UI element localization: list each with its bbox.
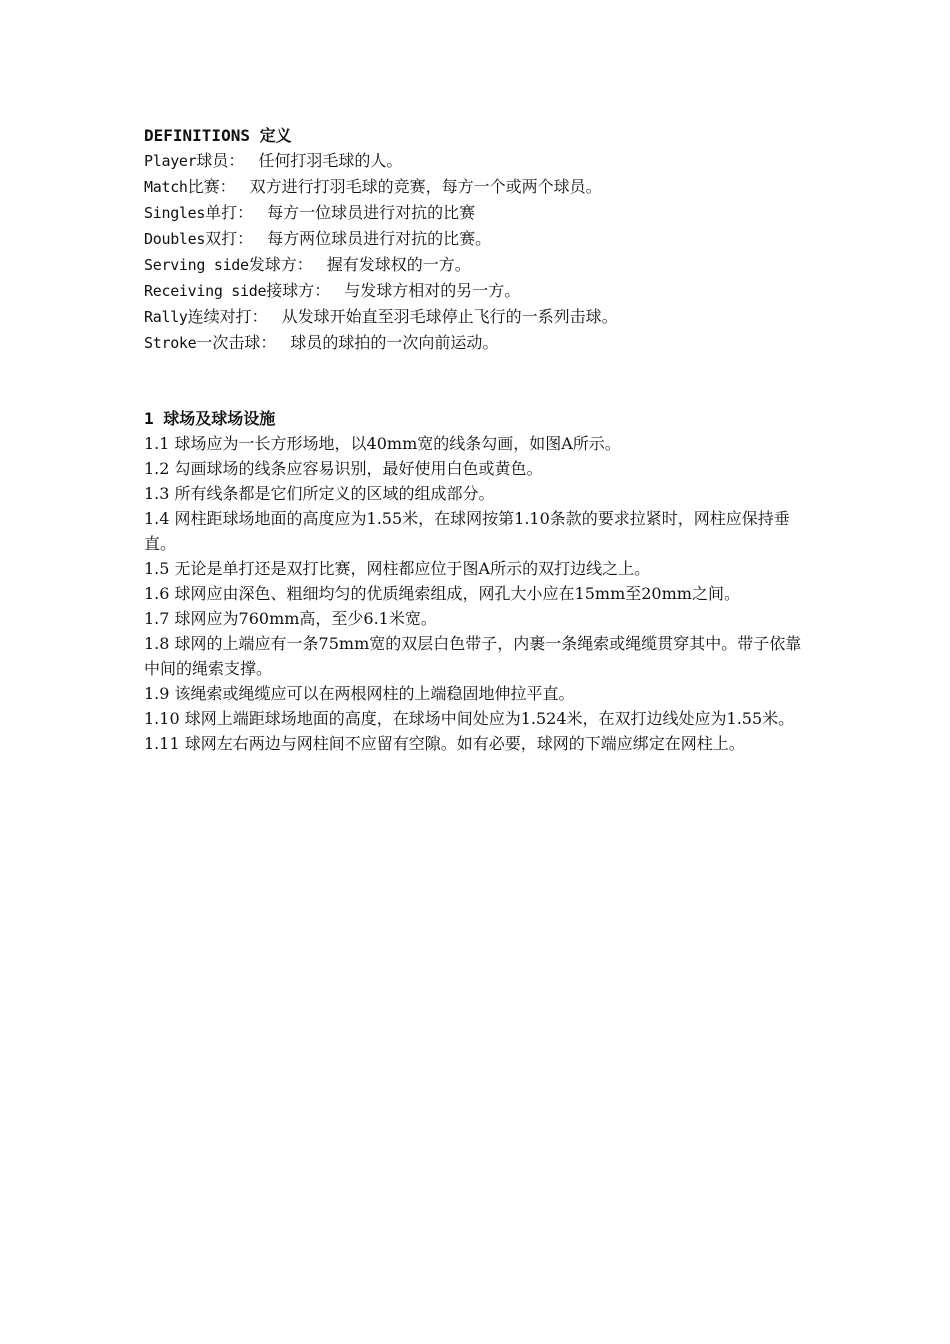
definition-item [144, 174, 812, 200]
definition-term-cn: 单打： [205, 203, 254, 222]
definition-text: 每方两位球员进行对抗的比赛。 [267, 229, 492, 248]
definition-term-cn: 比赛： [187, 177, 236, 196]
clause: 1.10 球网上端距球场地面的高度，在球场中间处应为1.524米，在双打边线处应为1.55米。 [144, 709, 795, 728]
clause: 1.5 无论是单打还是双打比赛，网柱都应位于图A所示的双打边线之上。 [144, 559, 651, 578]
definition-text: 球员的球拍的一次向前运动。 [290, 333, 499, 352]
clause: 1.4 网柱距球场地面的高度应为1.55米，在球网按第1.10条款的要求拉紧时，网柱应保持垂直。 [144, 509, 790, 553]
definition-text: 与发球方相对的另一方。 [344, 281, 521, 300]
clause: 1.7 球网应为760mm高，至少6.1米宽。 [144, 609, 437, 628]
definition-term-cn: 双打： [205, 229, 254, 248]
definition-term-cn: 连续对打： [187, 307, 268, 326]
clause: 1.1 球场应为一长方形场地，以40mm宽的线条勾画，如图A所示。 [144, 434, 621, 453]
definition-term: Player [144, 152, 197, 170]
definition-term: Stroke [144, 334, 197, 352]
definition-item [144, 330, 812, 356]
definition-text: 从发球开始直至羽毛球停止飞行的一系列击球。 [281, 307, 618, 326]
clause: 1.2 勾画球场的线条应容易识别，最好使用白色或黄色。 [144, 459, 543, 478]
definition-term: Receiving side [144, 282, 267, 300]
definition-item [144, 200, 812, 226]
definition-text: 双方进行打羽毛球的竞赛，每方一个或两个球员。 [249, 177, 602, 196]
definition-item [144, 304, 812, 330]
definition-term-cn: 发球方： [248, 255, 313, 274]
definition-text: 每方一位球员进行对抗的比赛 [267, 203, 476, 222]
definition-text: 握有发球权的一方。 [326, 255, 471, 274]
definition-item [144, 226, 812, 252]
definition-term-cn: 一次击球： [196, 333, 277, 352]
definition-term: Serving side [144, 256, 249, 274]
definition-term-cn: 接球方： [266, 281, 331, 300]
clause: 1.8 球网的上端应有一条75mm宽的双层白色带子，内裹一条绳索或绳缆贯穿其中。带子依靠中间的绳索支撑。 [144, 634, 802, 678]
definition-item [144, 148, 812, 174]
definition-text: 任何打羽毛球的人。 [258, 151, 403, 170]
section-clauses [144, 431, 812, 756]
definition-term: Doubles [144, 230, 206, 248]
definition-term: Match [144, 178, 188, 196]
definition-item [144, 278, 812, 304]
definitions-list [144, 148, 812, 356]
clause: 1.6 球网应由深色、粗细均匀的优质绳索组成，网孔大小应在15mm至20mm之间。 [144, 584, 740, 603]
clause: 1.3 所有线条都是它们所定义的区域的组成部分。 [144, 484, 495, 503]
definitions-heading: DEFINITIONS 定义 [144, 126, 292, 145]
clause: 1.9 该绳索或绳缆应可以在两根网柱的上端稳固地伸拉平直。 [144, 684, 575, 703]
section-heading: 1 球场及球场设施 [144, 409, 276, 428]
document-page [144, 123, 812, 756]
clause: 1.11 球网左右两边与网柱间不应留有空隙。如有必要，球网的下端应绑定在网柱上。 [144, 734, 745, 753]
definition-term-cn: 球员： [196, 151, 245, 170]
definition-term: Rally [144, 308, 188, 326]
definition-term: Singles [144, 204, 206, 222]
definition-item [144, 252, 812, 278]
